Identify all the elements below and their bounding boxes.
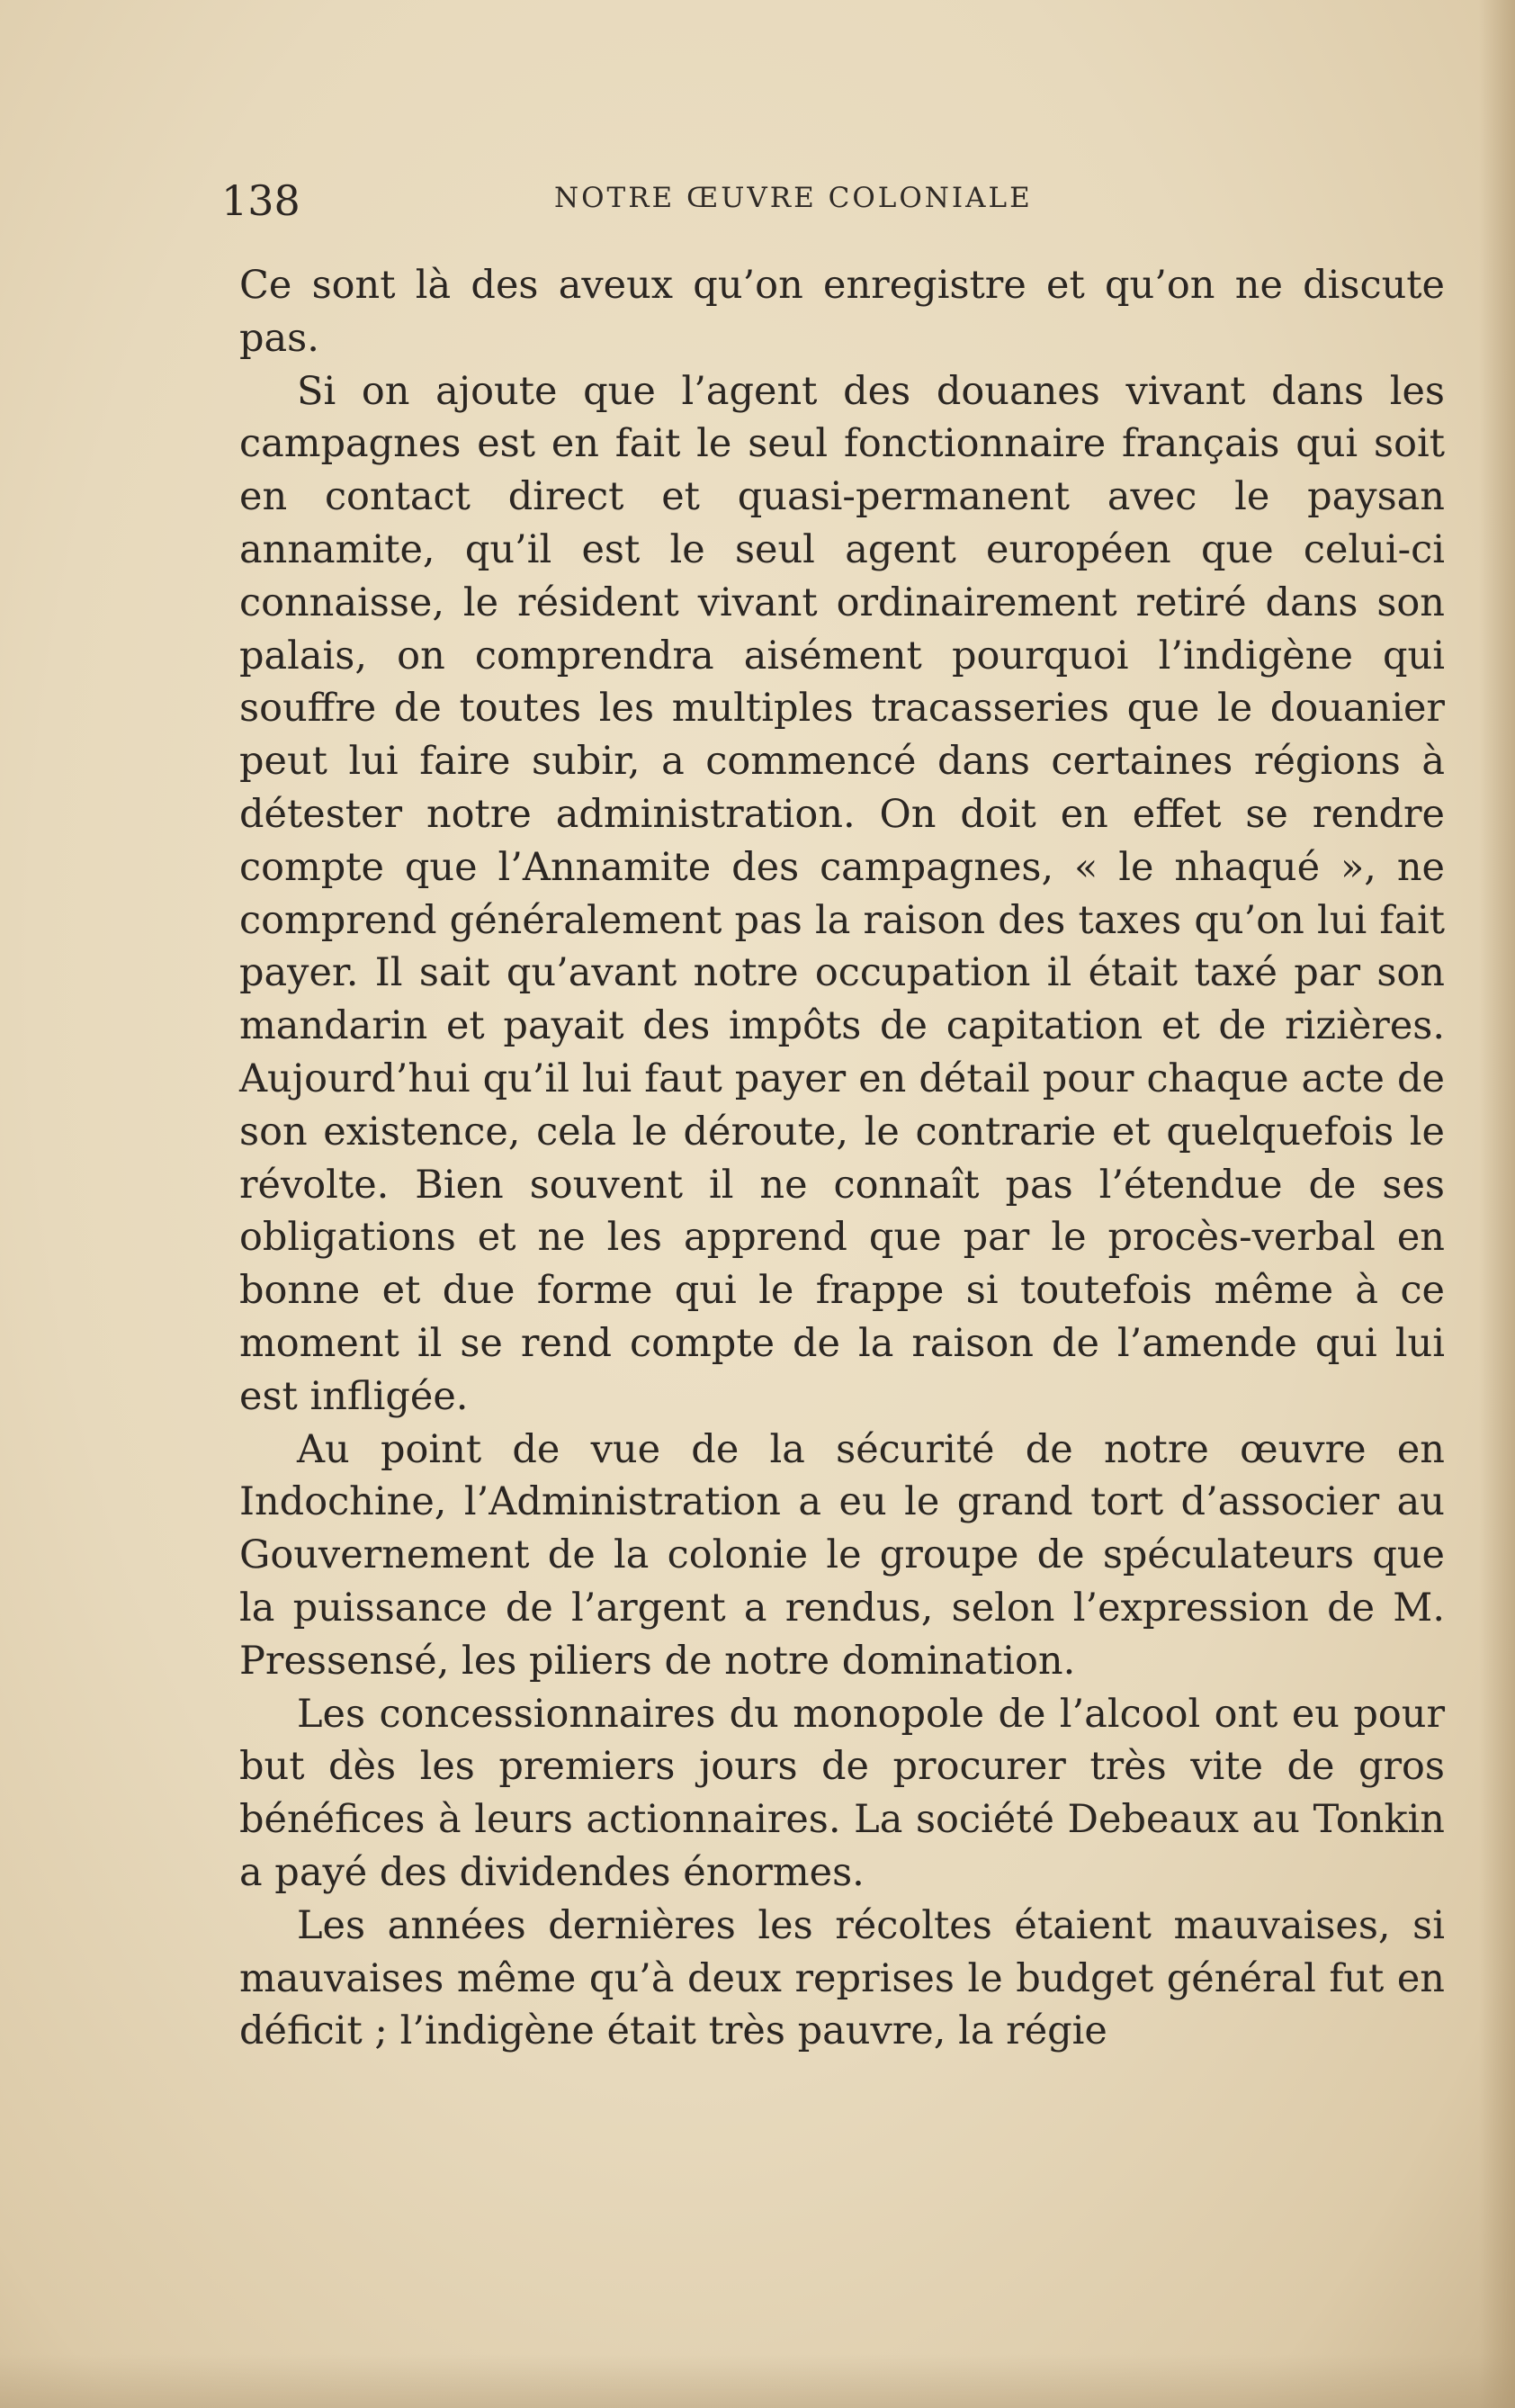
paragraph-4: Les concessionnaires du monopole de l’alcool ont eu pour but dès les premiers jours de procurer très vite de gros bénéfices à leurs actionnaires. La société Debeaux au Tonkin a payé des dividendes énormes. — [239, 1691, 1445, 1895]
paragraph-3: Au point de vue de la sécurité de notre œuvre en Indochine, l’Administration a eu le grand tort d’associer au Gouvernement de la colonie le groupe de spéculateurs que la puissance de l’argent a rendus, selon l’expression de M. Pressensé, les piliers de notre domination. — [239, 1426, 1445, 1684]
page-header — [221, 176, 1454, 230]
paragraph-1: Ce sont là des aveux qu’on enregistre et qu’on ne discute pas. — [239, 263, 1445, 361]
running-head: NOTRE ŒUVRE COLONIALE — [554, 182, 1033, 214]
page-number: 138 — [221, 176, 300, 225]
body-text — [239, 259, 1445, 2058]
page-edge-shadow — [1479, 0, 1515, 2408]
paragraph-2: Si on ajoute que l’agent des douanes vivant dans les campagnes est en fait le seul fonctionnaire français qui soit en contact direct et quasi-permanent avec le paysan annamite, qu’il est le seul agent européen que celui-ci connaisse, le résident vivant ordinairement retiré dans son palais, on comprendra aisément pourquoi l’indigène qui souffre de toutes les multiples tracasseries que le douanier peut lui faire subir, a commencé dans certaines régions à détester notre administration. On doit en effet se rendre compte que l’Annamite des campagnes, « le nhaqué », ne comprend généralement pas la raison des taxes qu’on lui fait payer. Il sait qu’avant notre occupation il était taxé par son mandarin et payait des impôts de capitation et de rizières. Aujourd’hui qu’il lui faut payer en détail pour chaque acte de son existence, cela le déroute, le contrarie et quelquefois le révolte. Bien souvent il ne connaît pas l’étendue de ses obligations et ne les apprend que par le procès-verbal en bonne et due forme qui le frappe si toutefois même à ce moment il se rend compte de la raison de l’amende qui lui est infligée. — [239, 368, 1445, 1419]
paragraph-5: Les années dernières les récoltes étaient mauvaises, si mauvaises même qu’à deux reprises le budget général fut en déficit ; l’indigène était très pauvre, la régie — [239, 1902, 1445, 2054]
page-bottom-shadow — [0, 2354, 1515, 2408]
